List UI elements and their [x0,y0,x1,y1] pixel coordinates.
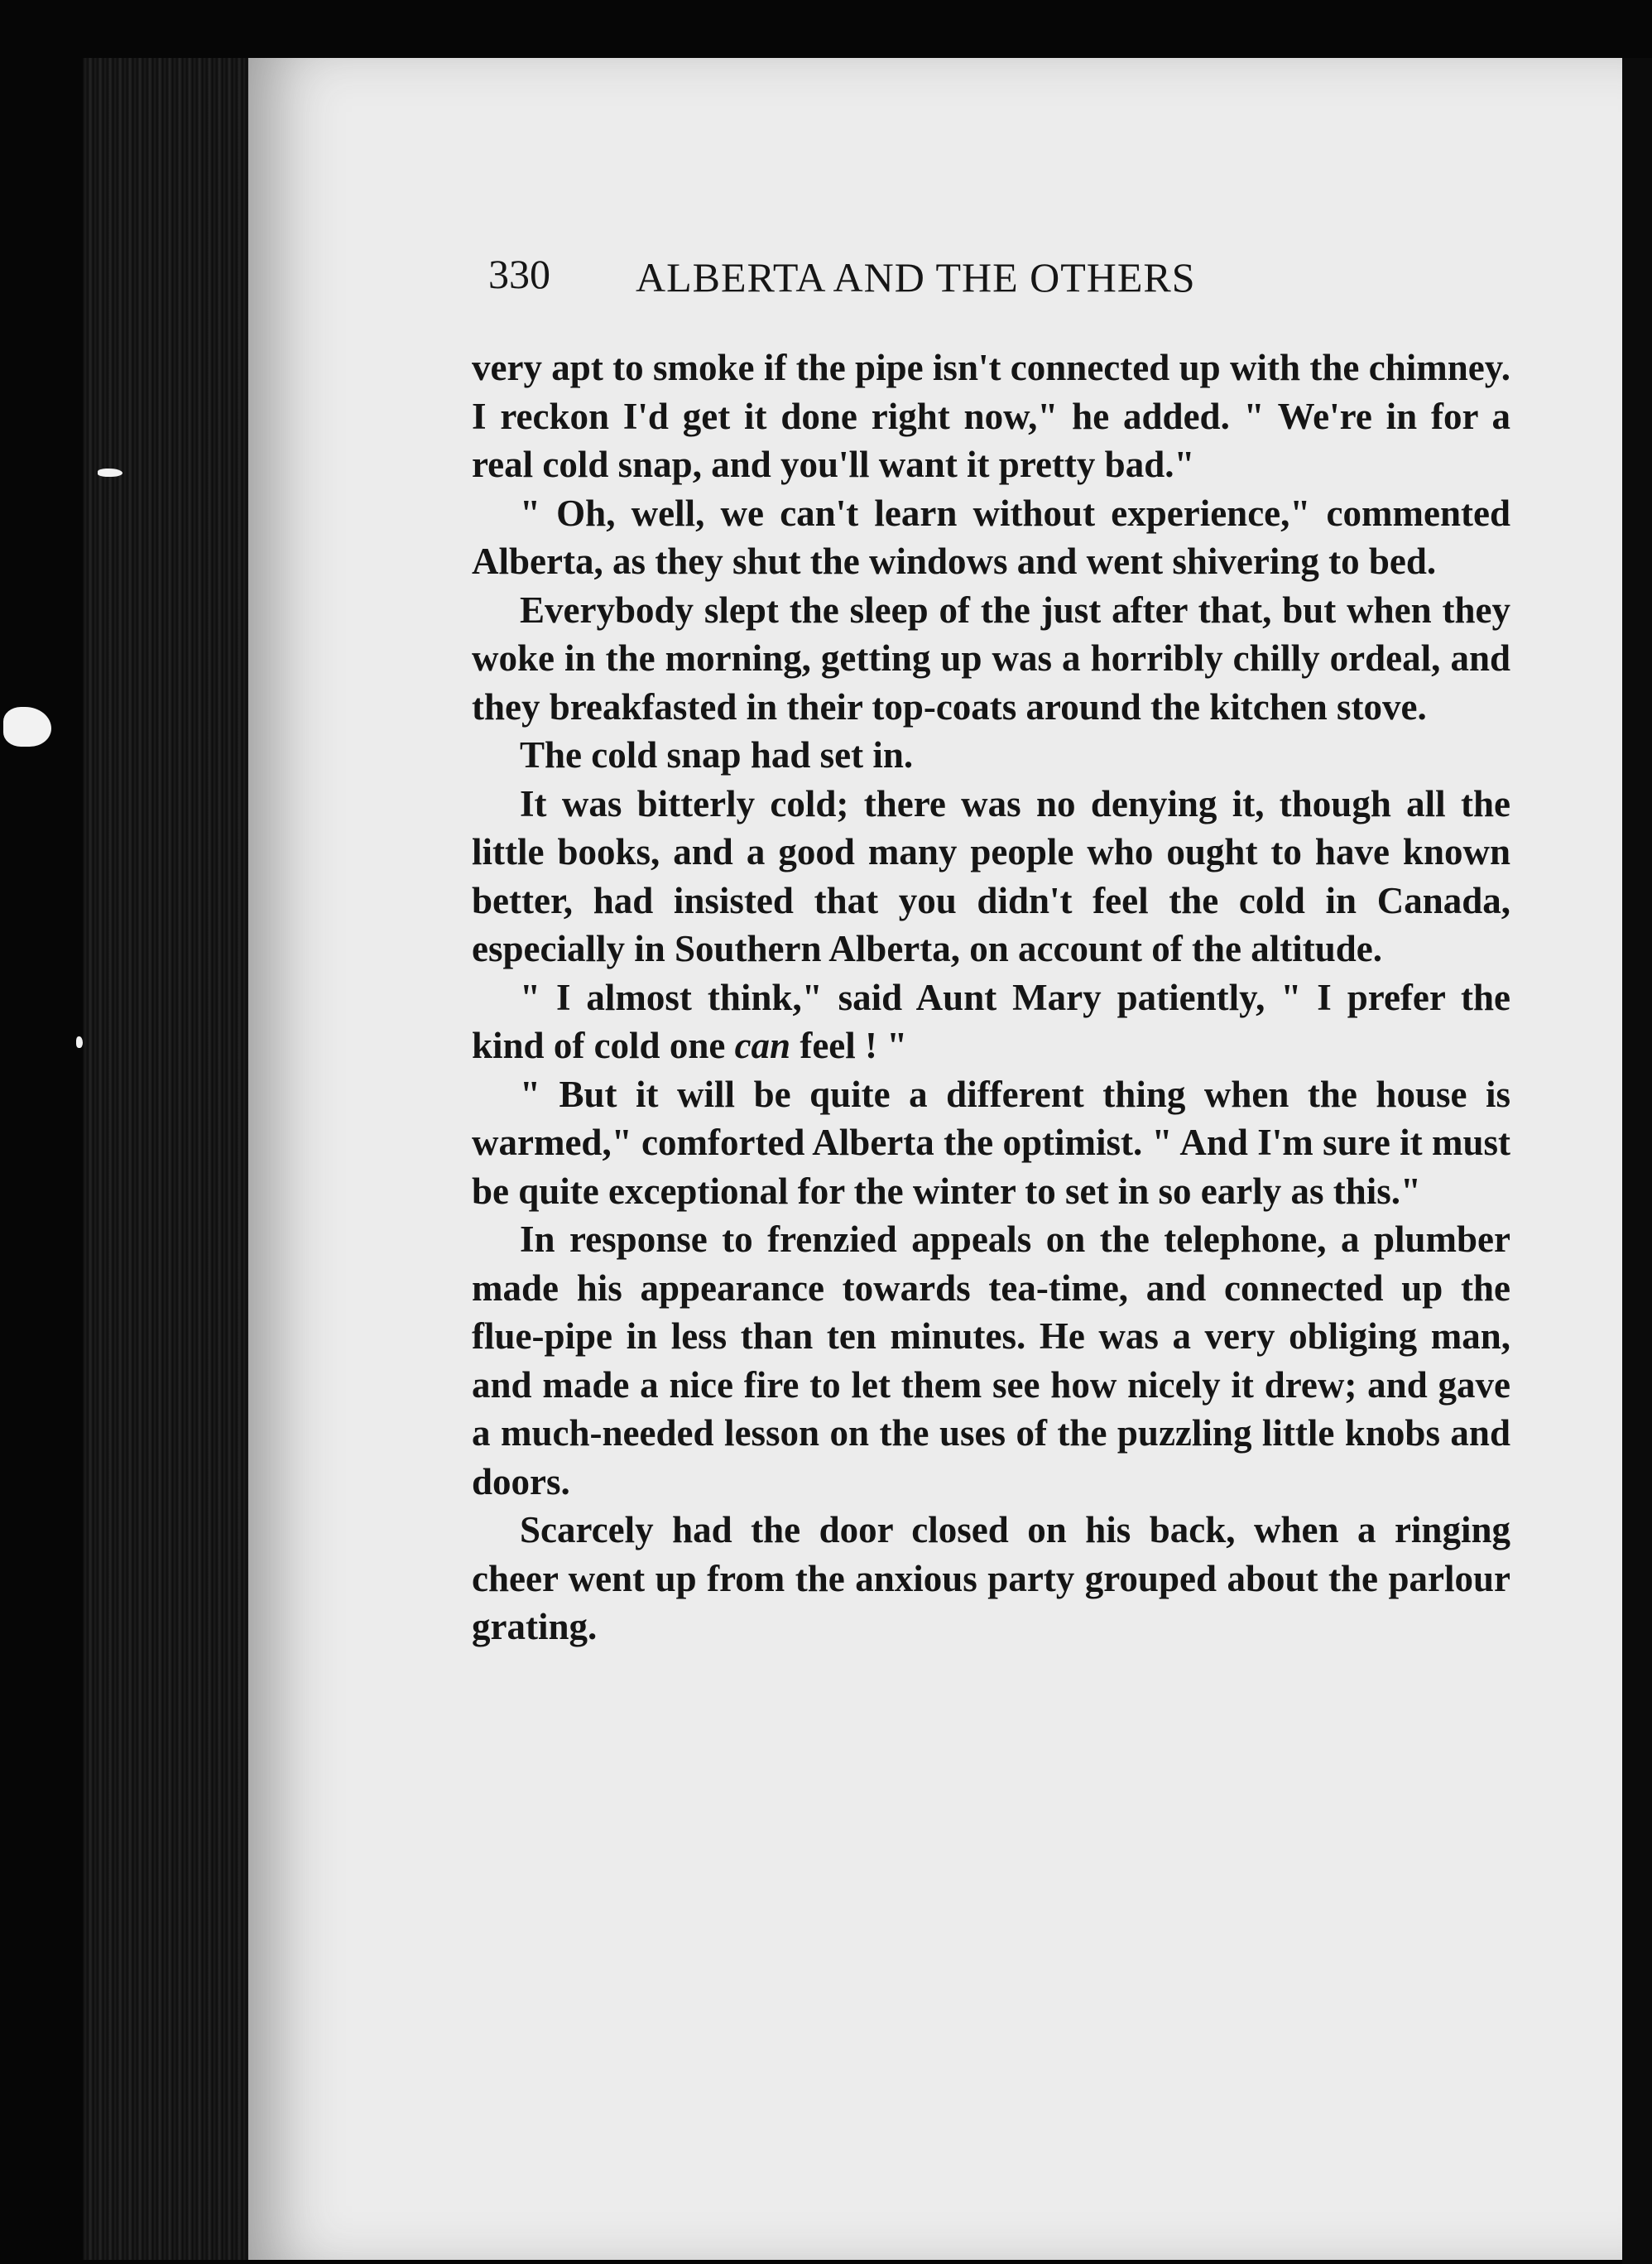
paragraph: " Oh, well, we can't learn without experience," commented Alberta, as they shut the windows and went shivering to bed. [472,492,1510,582]
paragraph-text: " I almost think," said Aunt Mary patiently, " I prefer the kind of cold one [472,976,1510,1066]
page-number: 330 [488,251,550,297]
scan-speck [76,1036,83,1048]
scan-border [1622,58,1652,2264]
page-header [488,250,1357,308]
paragraph: Scarcely had the door closed on his back, when a ringing cheer went up from the anxious party grouped about the parlour grating. [472,1509,1510,1647]
paragraph: very apt to smoke if the pipe isn't connected up with the chimney. I reckon I'd get it done right now," he added. " We're in for a real cold snap, and you'll want it pretty bad." [472,347,1510,485]
paragraph: Everybody slept the sleep of the just after that, but when they woke in the morning, getting up was a horribly chilly ordeal, and they breakfasted in their top-coats around the kitchen stove. [472,589,1510,728]
running-title: ALBERTA AND THE OTHERS [636,254,1196,300]
body-text [472,344,1510,1651]
scan-speck [3,707,51,747]
paragraph-text: feel ! " [790,1025,908,1066]
paragraph: " But it will be quite a different thing when the house is warmed," comforted Alberta the optimist. " And I'm sure it must be quite exceptional for the winter to set in so early as this." [472,1073,1510,1212]
paragraph: In response to frenzied appeals on the telephone, a plumber made his appearance towards tea-time, and connected up the flue-pipe in less than ten minutes. He was a very obliging man, and made a nice fire to let them see how nicely it drew; and gave a much-needed lesson on the uses of the puzzling little knobs and doors. [472,1219,1510,1502]
emphasized-word: can [734,1025,791,1066]
paragraph: It was bitterly cold; there was no denying it, though all the little books, and a good many people who ought to have known better, had insisted that you didn't feel the cold in Canada, especially in Southern Alberta, on account of the altitude. [472,782,1510,969]
paragraph: The cold snap had set in. [520,734,914,776]
scan-speck [98,469,122,477]
paragraph [472,973,1510,1070]
book-page-edges [83,58,261,2260]
